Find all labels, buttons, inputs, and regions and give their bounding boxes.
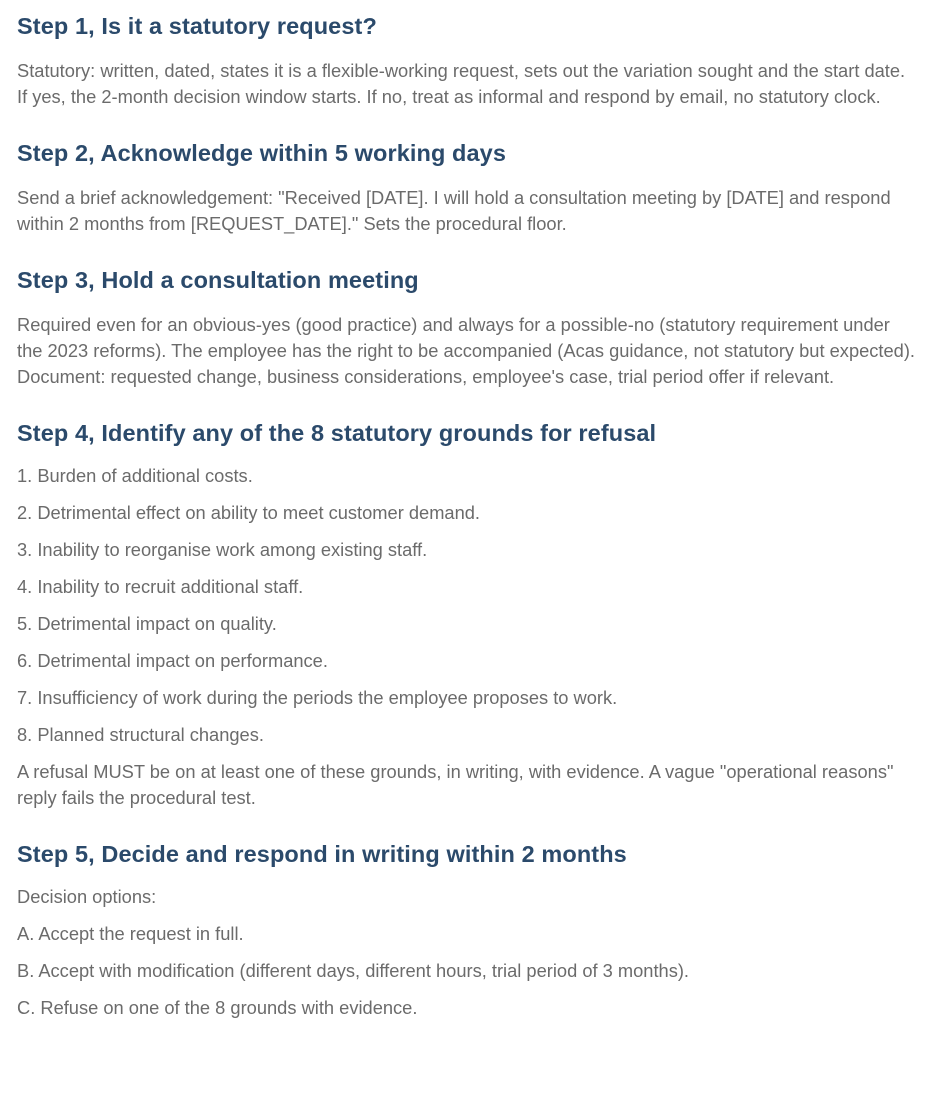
- step-2-body: Send a brief acknowledgement: "Received [DATE]. I will hold a consultation meeting by [DATE] and respond within 2 months from [REQUEST_DATE]." Sets the procedural floor.: [17, 187, 891, 234]
- step-4-heading: Step 4, Identify any of the 8 statutory grounds for refusal: [17, 420, 657, 446]
- step-4-section: [17, 417, 917, 811]
- step-4-note: A refusal MUST be on at least one of these grounds, in writing, with evidence. A vague "operational reasons" reply fails the procedural test.: [17, 761, 894, 808]
- step-3-section: [17, 264, 917, 390]
- refusal-ground-item: 7. Insufficiency of work during the periods the employee proposes to work.: [17, 687, 618, 708]
- step-3-body: Required even for an obvious-yes (good practice) and always for a possible-no (statutory requirement under the 2023 reforms). The employee has the right to be accompanied (Acas guidance, not statutory but expected). Document: requested change, business considerations, employee's case, trial period offer if relevant.: [17, 314, 915, 387]
- refusal-ground-item: 1. Burden of additional costs.: [17, 465, 253, 486]
- decision-option-item: A. Accept the request in full.: [17, 923, 244, 944]
- step-5-section: [17, 838, 917, 1021]
- refusal-ground-item: 8. Planned structural changes.: [17, 724, 264, 745]
- decision-option-item: B. Accept with modification (different days, different hours, trial period of 3 months).: [17, 960, 690, 981]
- step-1-body: Statutory: written, dated, states it is a flexible-working request, sets out the variation sought and the start date. If yes, the 2-month decision window starts. If no, treat as informal and respond by email, no statutory clock.: [17, 60, 906, 107]
- refusal-ground-item: 3. Inability to reorganise work among existing staff.: [17, 539, 428, 560]
- decision-option-item: C. Refuse on one of the 8 grounds with evidence.: [17, 997, 418, 1018]
- refusal-ground-item: 6. Detrimental impact on performance.: [17, 650, 328, 671]
- refusal-ground-item: 4. Inability to recruit additional staff.: [17, 576, 304, 597]
- step-5-body: Decision options:: [17, 886, 157, 907]
- step-2-heading: Step 2, Acknowledge within 5 working days: [17, 140, 506, 166]
- refusal-grounds-list: [17, 463, 917, 748]
- step-5-heading: Step 5, Decide and respond in writing within 2 months: [17, 841, 627, 867]
- step-1-heading: Step 1, Is it a statutory request?: [17, 13, 377, 39]
- step-2-section: [17, 137, 917, 237]
- decision-options-list: [17, 921, 917, 1021]
- refusal-ground-item: 5. Detrimental impact on quality.: [17, 613, 277, 634]
- refusal-ground-item: 2. Detrimental effect on ability to meet customer demand.: [17, 502, 481, 523]
- step-3-heading: Step 3, Hold a consultation meeting: [17, 267, 419, 293]
- step-1-section: [17, 10, 917, 110]
